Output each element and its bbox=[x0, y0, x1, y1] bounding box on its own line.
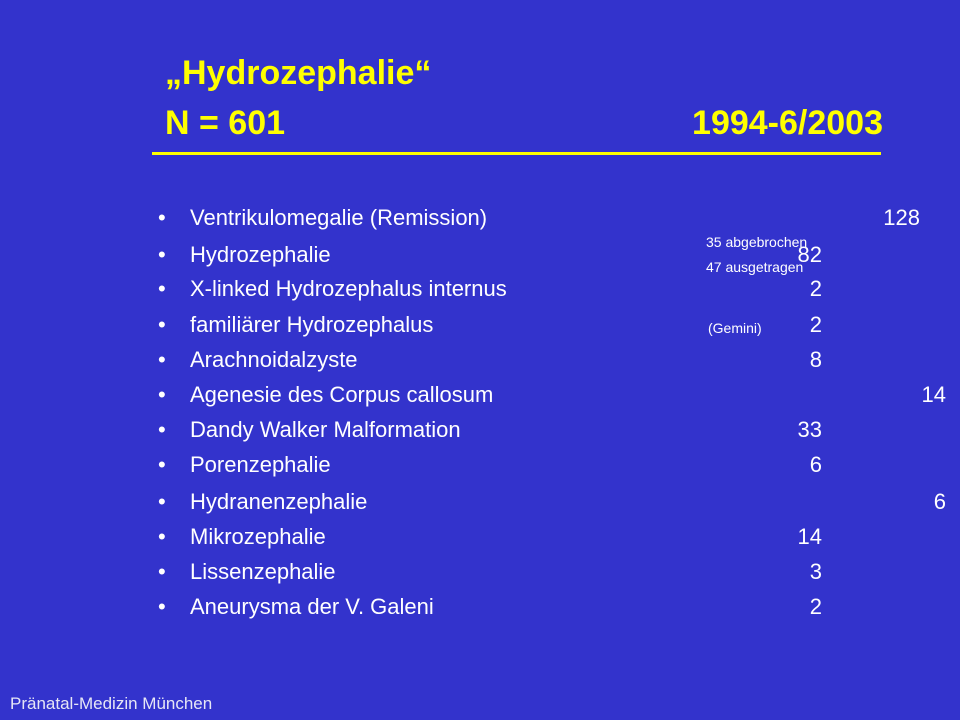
item-label: Agenesie des Corpus callosum bbox=[190, 382, 494, 407]
item-count: 14 bbox=[797, 524, 822, 549]
note-abgebrochen: 35 abgebrochen bbox=[706, 234, 808, 250]
bullet-icon: • bbox=[158, 312, 166, 337]
bullet-icon: • bbox=[158, 347, 166, 372]
item-count-secondary: 128 bbox=[883, 205, 920, 230]
slide-subtitle bbox=[165, 104, 883, 143]
item-label: Arachnoidalzyste bbox=[190, 347, 358, 372]
bullet-icon: • bbox=[158, 242, 166, 267]
bullet-icon: • bbox=[158, 382, 166, 407]
item-count-secondary: 6 bbox=[933, 489, 946, 514]
bullet-icon: • bbox=[158, 559, 166, 584]
item-label: familiärer Hydrozephalus bbox=[190, 312, 434, 337]
item-count: 6 bbox=[809, 452, 822, 477]
list-item bbox=[150, 201, 920, 235]
item-count: 2 bbox=[809, 276, 822, 301]
list-item bbox=[150, 343, 850, 377]
item-label: Aneurysma der V. Galeni bbox=[190, 594, 434, 619]
item-count: 2 bbox=[809, 594, 822, 619]
item-label: Lissenzephalie bbox=[190, 559, 336, 584]
note-ausgetragen: 47 ausgetragen bbox=[706, 259, 804, 275]
item-label: Mikrozephalie bbox=[190, 524, 326, 549]
bullet-icon: • bbox=[158, 594, 166, 619]
item-count: 2 bbox=[809, 312, 822, 337]
item-label: Ventrikulomegalie (Remission) bbox=[190, 205, 488, 230]
bullet-icon: • bbox=[158, 276, 166, 301]
bullet-icon: • bbox=[158, 205, 166, 230]
list-item bbox=[150, 590, 850, 624]
item-count: 33 bbox=[797, 417, 822, 442]
bullet-icon: • bbox=[158, 489, 166, 514]
item-count-secondary: 14 bbox=[921, 382, 946, 407]
slide-title: „Hydrozephalie“ bbox=[165, 54, 432, 92]
item-count: 82 bbox=[797, 242, 822, 267]
bullet-icon: • bbox=[158, 524, 166, 549]
item-label: Dandy Walker Malformation bbox=[190, 417, 461, 442]
bullet-icon: • bbox=[158, 452, 166, 477]
item-label: Hydranenzephalie bbox=[190, 489, 368, 514]
item-count: 8 bbox=[809, 347, 822, 372]
bullet-icon: • bbox=[158, 417, 166, 442]
list-item bbox=[150, 448, 850, 482]
list-item bbox=[150, 485, 946, 519]
item-count: 3 bbox=[809, 559, 822, 584]
list-item bbox=[150, 413, 850, 447]
list-item bbox=[150, 520, 850, 554]
item-label: X-linked Hydrozephalus internus bbox=[190, 276, 507, 301]
list-item bbox=[150, 378, 946, 412]
date-range: 1994-6/2003 bbox=[692, 104, 883, 142]
list-item bbox=[150, 555, 850, 589]
title-underline bbox=[152, 152, 881, 155]
note-gemini: (Gemini) bbox=[708, 320, 762, 336]
sample-size: N = 601 bbox=[165, 104, 286, 142]
footer-source: Pränatal-Medizin München bbox=[10, 694, 213, 713]
item-label: Porenzephalie bbox=[190, 452, 331, 477]
item-label: Hydrozephalie bbox=[190, 242, 331, 267]
